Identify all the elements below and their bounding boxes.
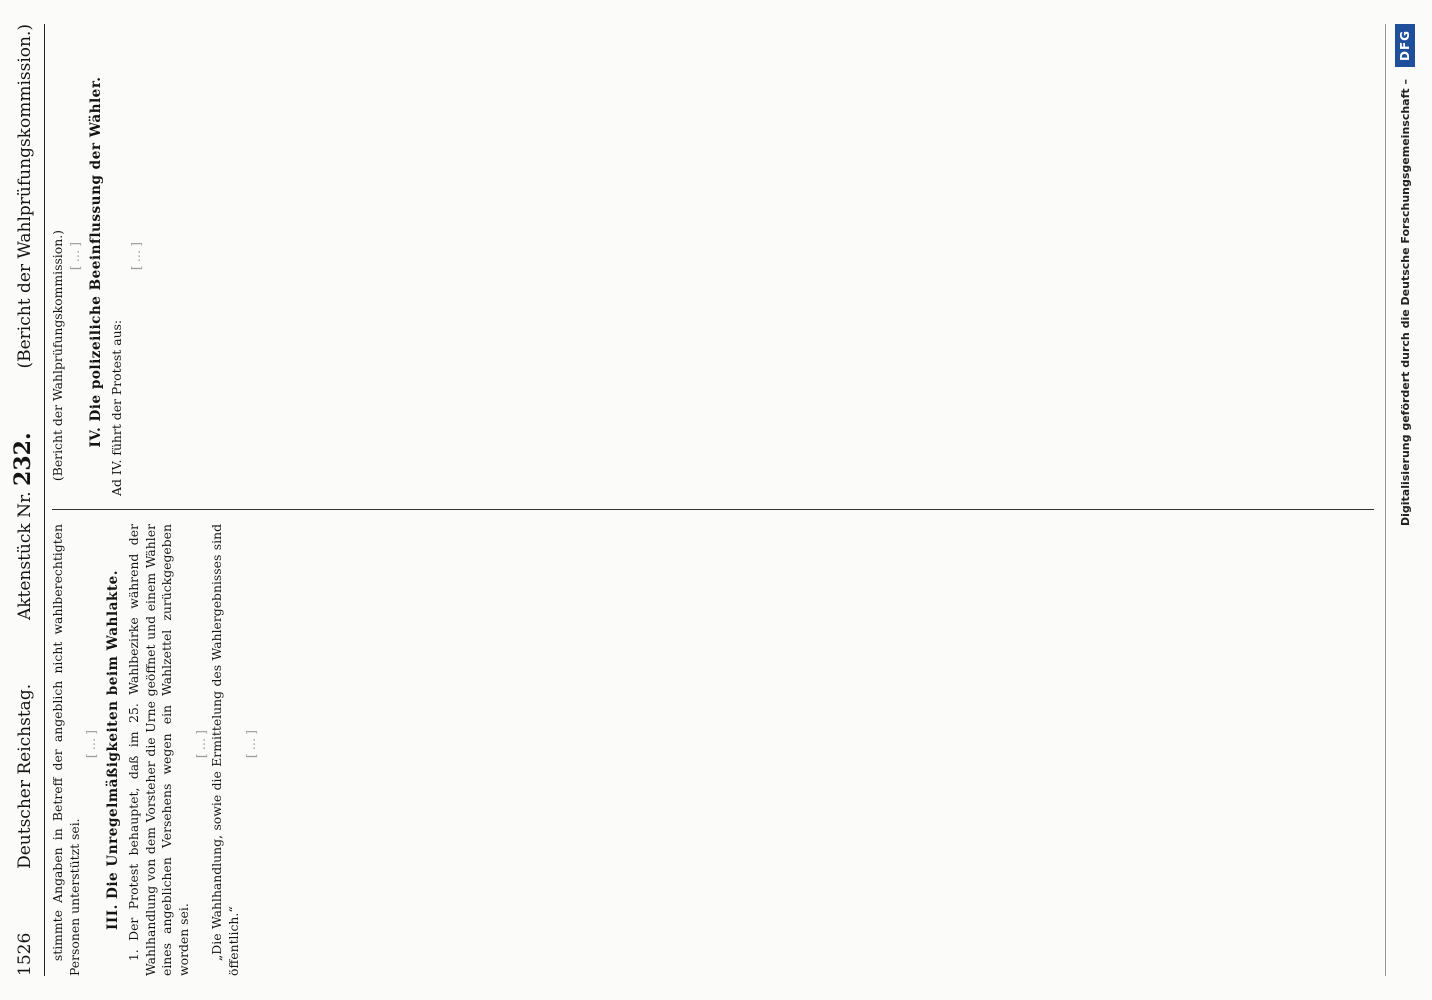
paragraph: 1. Der Protest behauptet, daß im 25. Wahlbezirke während der Wahlhandlung von dem Vorsteher die Urne geöffnet und einem Wähler eines angeblichen Versehens wegen ein Wahlzettel zurückgegeben worden sei. xyxy=(125,524,191,976)
report-subtitle: (Bericht der Wahlprüfungskommission.) xyxy=(15,24,35,369)
document-number: 232. xyxy=(10,432,36,486)
document-label: Aktenstück Nr. xyxy=(15,491,35,621)
paragraph: stimmte Angaben in Betreff der angeblich nicht wahlberechtigten Personen unterstützt sei. xyxy=(50,524,82,976)
digitization-note: Digitalisierung gefördert durch die Deutsche Forschungsgemeinschaft – xyxy=(1398,79,1412,527)
omitted-text-marker: […] xyxy=(127,239,143,271)
page-number: 1526 xyxy=(15,932,35,976)
omitted-text-marker: […] xyxy=(66,239,82,271)
page-header xyxy=(10,24,45,976)
page-footer xyxy=(1385,24,1424,976)
dfg-logo: DFG xyxy=(1395,24,1415,67)
paragraph: (Bericht der Wahlprüfungskommission.) xyxy=(50,230,65,482)
omitted-text-marker: […] xyxy=(192,727,208,759)
section-heading: IV. Die polizeiliche Beeinflussung der Wähler. xyxy=(88,76,105,448)
document-reference xyxy=(10,432,36,620)
section-intro: Ad IV. führt der Protest aus: xyxy=(109,319,125,496)
publication-title: Deutscher Reichstag. xyxy=(15,683,35,869)
right-text-column xyxy=(50,28,1376,496)
left-text-column xyxy=(50,524,1376,976)
section-heading: III. Die Unregelmäßigkeiten beim Wahlakte. xyxy=(105,570,122,930)
column-divider xyxy=(52,509,1374,510)
paragraph: „Die Wahlhandlung, sowie die Ermittelung des Wahlergebnisses sind öffentlich.“ xyxy=(209,524,242,976)
omitted-text-marker: […] xyxy=(242,727,258,759)
omitted-text-marker: […] xyxy=(83,727,99,759)
